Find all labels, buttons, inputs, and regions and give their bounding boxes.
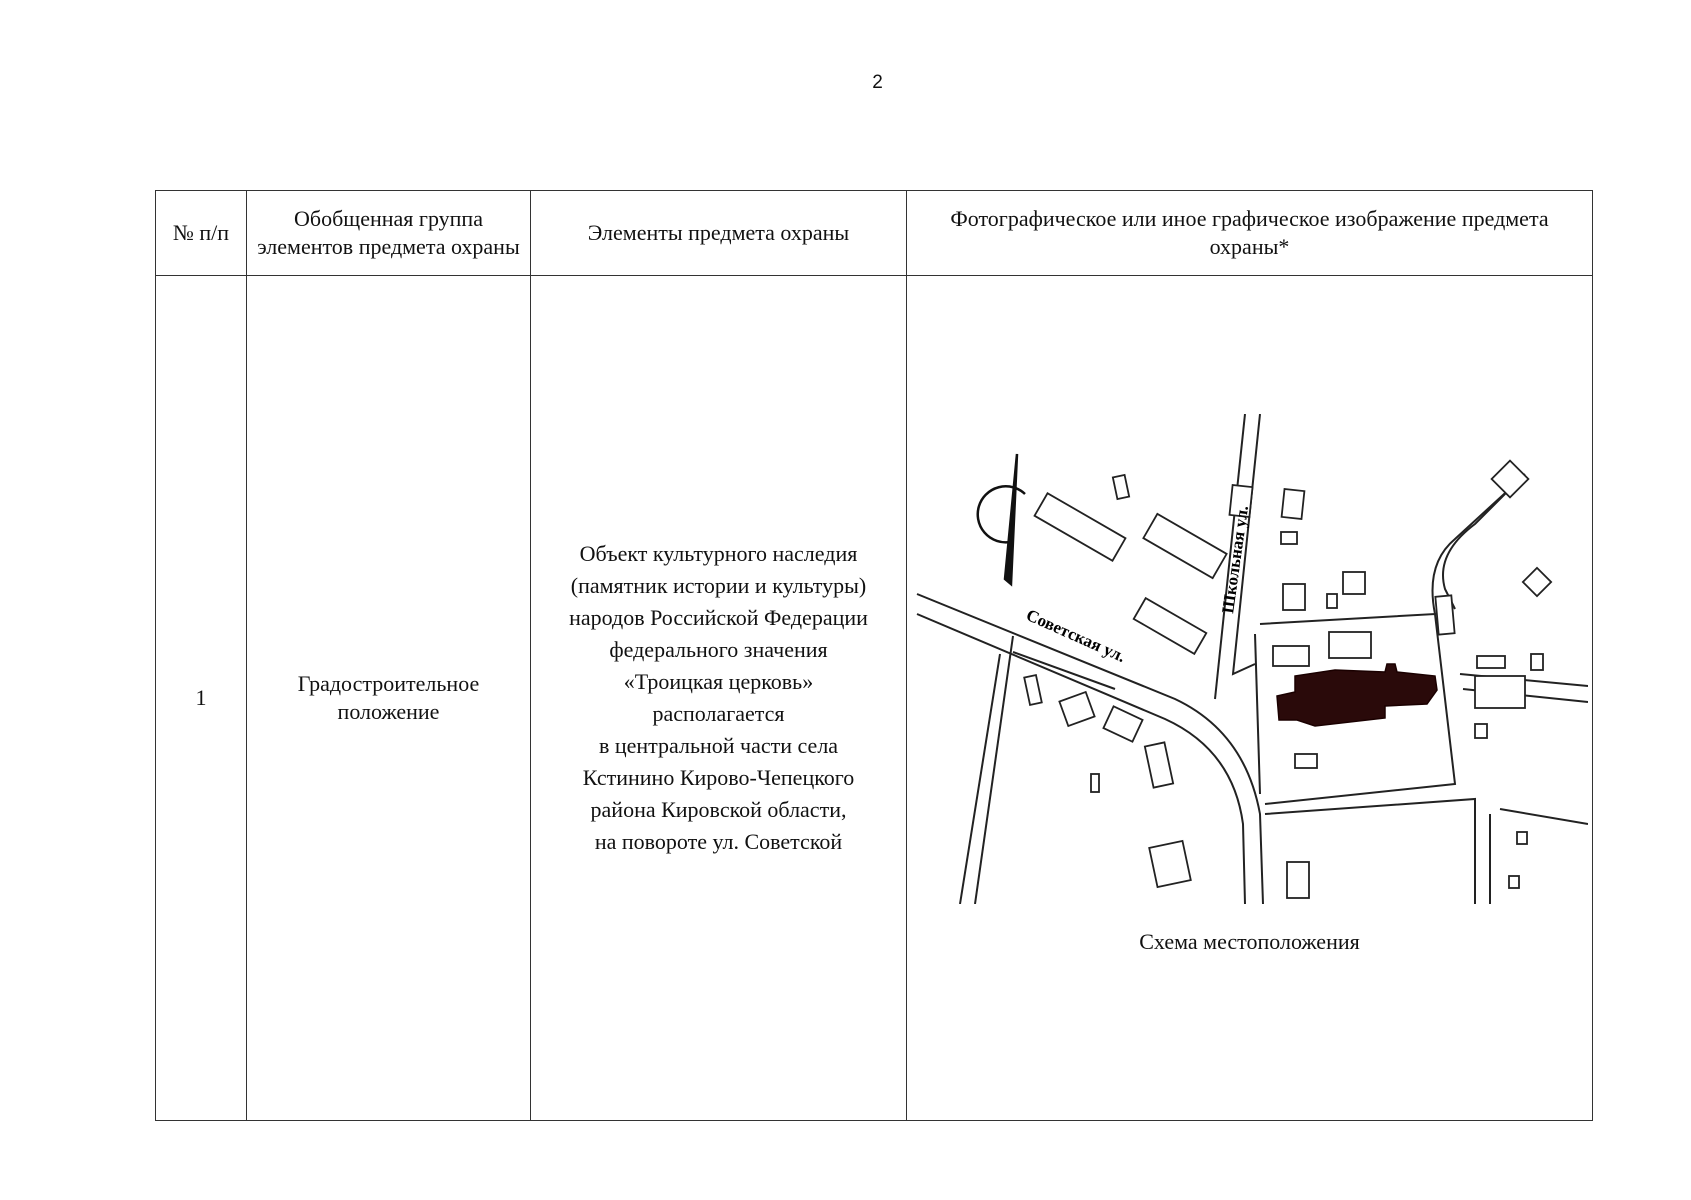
elements-description bbox=[531, 538, 906, 858]
elements-line: Объект культурного наследия bbox=[579, 541, 858, 566]
street-label-shkolnaya: Школьная ул. bbox=[1218, 504, 1253, 615]
elements-line: на повороте ул. Советской bbox=[594, 829, 843, 854]
elements-line: Кстинино Кирово-Чепецкого bbox=[582, 765, 855, 790]
table-row bbox=[156, 276, 1593, 1121]
page-number: 2 bbox=[872, 72, 883, 93]
elements-line: (памятник истории и культуры) bbox=[570, 573, 867, 598]
street-label-sovetskaya: Советская ул. bbox=[1023, 605, 1129, 666]
header-elements: Элементы предмета охраны bbox=[531, 191, 907, 276]
row-number: 1 bbox=[156, 276, 247, 1121]
elements-line: в центральной части села bbox=[598, 733, 839, 758]
header-image: Фотографическое или иное графическое изображение предмета охраны* bbox=[907, 191, 1593, 276]
row-image bbox=[907, 276, 1593, 1121]
row-group: Градостроительное положение bbox=[247, 276, 531, 1121]
elements-line: «Троицкая церковь» bbox=[623, 669, 814, 694]
church-building bbox=[1277, 664, 1437, 726]
north-arrow-icon bbox=[978, 454, 1025, 584]
row-elements bbox=[531, 276, 907, 1121]
table-header-row bbox=[156, 191, 1593, 276]
header-group: Обобщенная группа элементов предмета охраны bbox=[247, 191, 531, 276]
protection-table bbox=[155, 190, 1593, 1121]
elements-line: народов Российской Федерации bbox=[569, 605, 868, 630]
elements-line: района Кировской области, bbox=[590, 797, 847, 822]
elements-line: федерального значения bbox=[609, 637, 828, 662]
map-caption: Схема местоположения bbox=[1139, 929, 1360, 954]
location-map bbox=[915, 414, 1588, 904]
header-number: № п/п bbox=[156, 191, 247, 276]
elements-line: располагается bbox=[652, 701, 785, 726]
